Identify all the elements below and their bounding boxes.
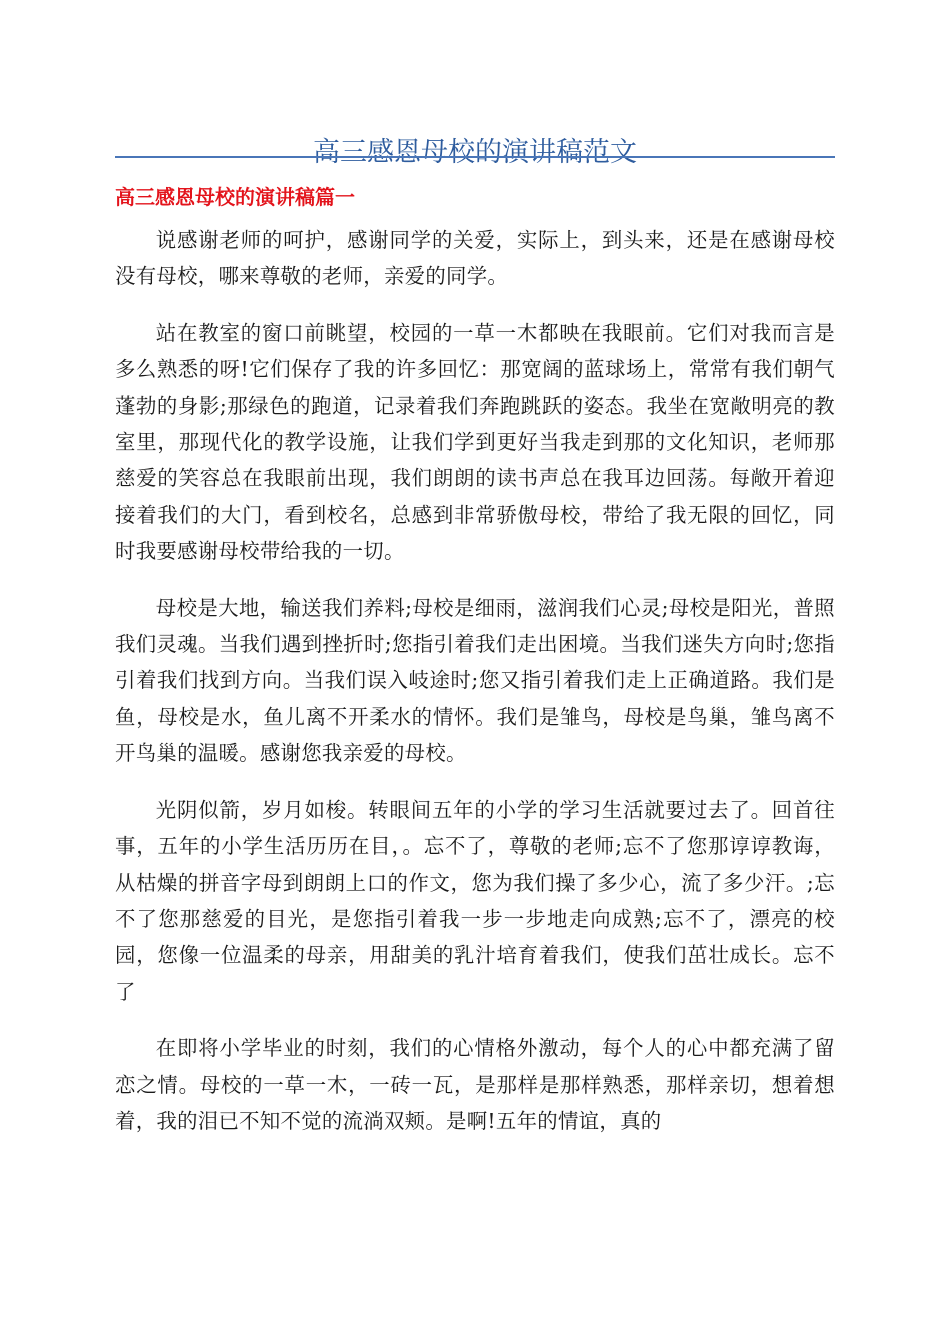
title-underline-divider — [115, 156, 835, 158]
paragraph-2: 站在教室的窗口前眺望，校园的一草一木都映在我眼前。它们对我而言是多么熟悉的呀!它们保存了我的许多回忆：那宽阔的蓝球场上，常常有我们朝气蓬勃的身影;那绿色的跑道，记录着我们奔跑跳跃的姿态。我坐在宽敞明亮的教室里，那现代化的教学设施，让我们学到更好当我走到那的文化知识，老师那慈爱的笑容总在我眼前出现，我们朗朗的读书声总在我耳边回荡。每敞开着迎接着我们的大门，看到校名，总感到非常骄傲母校，带给了我无限的回忆，同时我要感谢母校带给我的一切。 — [115, 320, 835, 564]
paragraph-1: 说感谢老师的呵护，感谢同学的关爱，实际上，到头来，还是在感谢母校没有母校，哪来尊敬的老师，亲爱的同学。 — [115, 228, 835, 289]
paragraph-5: 在即将小学毕业的时刻，我们的心情格外激动，每个人的心中都充满了留恋之情。母校的一草一木，一砖一瓦，是那样是那样熟悉，那样亲切，想着想着，我的泪已不知不觉的流淌双颊。是啊!五年的情谊，真的 — [115, 1036, 835, 1133]
paragraph-4: 光阴似箭，岁月如梭。转眼间五年的小学的学习生活就要过去了。回首往事，五年的小学生活历历在目，。忘不了，尊敬的老师;忘不了您那谆谆教诲，从枯燥的拼音字母到朗朗上口的作文，您为我们操了多少心，流了多少汗。;忘不了您那慈爱的目光，是您指引着我一步一步地走向成熟;忘不了，漂亮的校园，您像一位温柔的母亲，用甜美的乳汁培育着我们，使我们茁壮成长。忘不了 — [115, 797, 835, 1004]
section-heading: 高三感恩母校的演讲稿篇一 — [115, 185, 355, 209]
body-text — [115, 222, 835, 1159]
document-title: 高三感恩母校的演讲稿范文 — [313, 137, 637, 169]
paragraph-3: 母校是大地，输送我们养料;母校是细雨，滋润我们心灵;母校是阳光，普照我们灵魂。当我们遇到挫折时;您指引着我们走出困境。当我们迷失方向时;您指引着我们找到方向。当我们误入岐途时;您又指引着我们走上正确道路。我们是鱼，母校是水，鱼儿离不开柔水的情怀。我们是雏鸟，母校是鸟巢，雏鸟离不开鸟巢的温暖。感谢您我亲爱的母校。 — [115, 595, 835, 766]
